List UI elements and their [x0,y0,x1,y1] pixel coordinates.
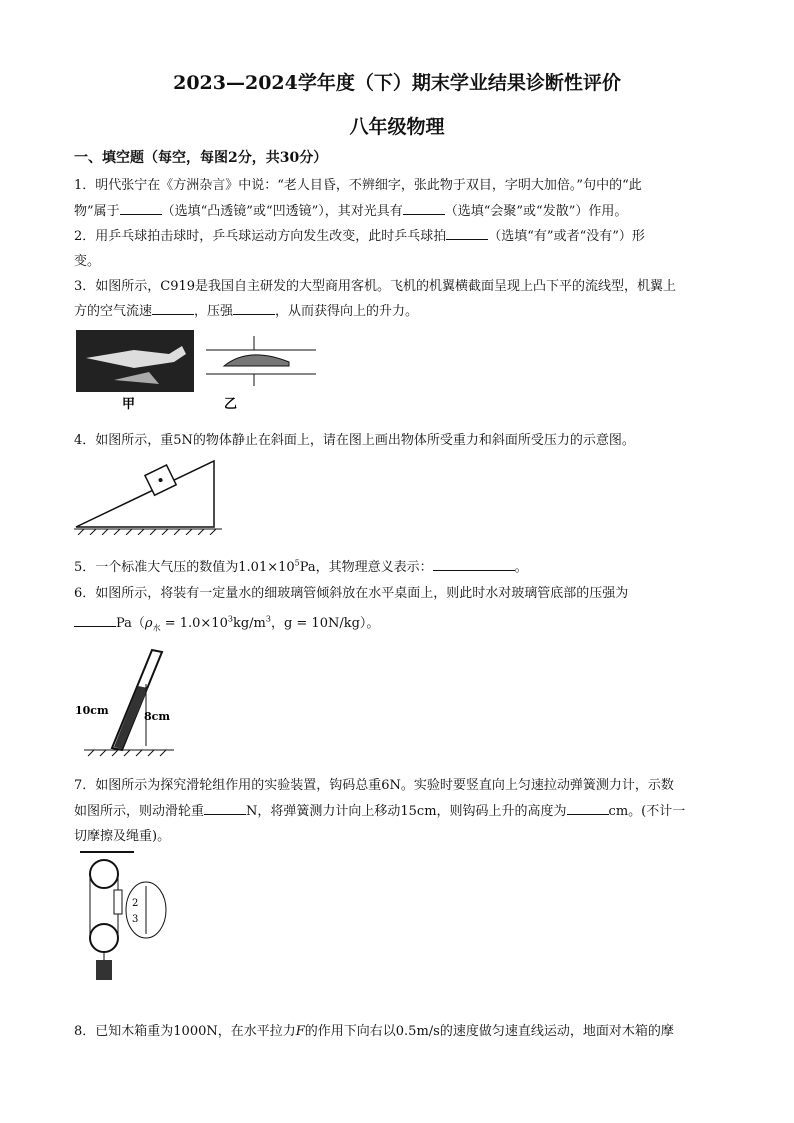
q7-text-a: 如图所示，则动滑轮重 [74,804,205,819]
fixed-pulley [90,860,118,888]
q3-blank-1[interactable] [152,302,194,315]
q3-figure [74,328,324,414]
q5-line1 [74,556,528,575]
movable-pulley [90,924,118,952]
fig-label-jia: 甲 [122,397,136,412]
q1-line2 [74,200,627,219]
q1-blank-2[interactable] [403,202,445,215]
q5-text-b: Pa，其物理意义表示： [299,560,433,575]
incline [76,461,214,527]
scale-mark-3: 3 [132,914,139,925]
q6-text-b: = 1.0×10 [160,616,228,631]
q3-blank-2[interactable] [233,302,275,315]
section-heading: 一、填空题（每空，每图2分，共30分） [74,150,328,166]
q2-line1 [74,225,645,244]
q6-exp2: 3 [265,614,271,624]
wing-section [224,355,289,366]
q6-rho-sub: 水 [152,623,161,633]
q7-line1: 7．如图所示为探究滑轮组作用的实验装置，钩码总重6N。实验时要竖直向上匀速拉动弹簧测力计，示数 [74,778,674,793]
q6-rho: ρ [144,616,153,631]
q8-text-a: 8．已知木箱重为1000N，在水平拉力 [74,1024,296,1039]
q3-text-b: ，压强 [194,304,234,319]
q5-text-a: 5．一个标准大气压的数值为1.01×10 [74,560,295,575]
q6-text-c: kg/m [232,616,266,631]
q1-blank-1[interactable] [120,202,162,215]
q1-text-a: 物”属于 [74,204,120,219]
q1-text-b: （选填“凸透镜”或“凹透镜”），其对光具有 [161,204,403,219]
table-hatch [88,750,166,756]
q7-text-b: N，将弹簧测力计向上移动15cm，则钩码上升的高度为 [246,804,567,819]
fig-label-yi: 乙 [224,397,238,412]
q3-line1: 3．如图所示，C919是我国自主研发的大型商用客机。飞机的机翼横截面呈现上凸下平的流线型，机翼上 [74,279,677,294]
q6-text-d: ，g = 10N/kg）。 [270,616,380,631]
weights [96,960,112,980]
q7-line3: 切摩擦及绳重)。 [74,829,171,844]
q7-text-c: cm。(不计一 [608,804,686,819]
q5-exp: 5 [294,558,300,568]
tube-length-label: 10cm [75,704,109,717]
q2-text-a: 2．用乒乓球拍击球时，乒乓球运动方向发生改变，此时乒乓球拍 [74,229,447,244]
q3-text-c: ，从而获得向上的升力。 [275,304,419,319]
q1-text-c: （选填“会聚”或“发散”）作用。 [444,204,628,219]
water-column [114,686,148,749]
q1-line1: 1．明代张宁在《方洲杂言》中说：“老人目昏，不辨细字，张此物于双目，字明大加倍。”句中的“此 [74,178,642,193]
q8-line1 [74,1020,674,1039]
q2-blank-1[interactable] [446,227,488,240]
water-height-label: 8cm [144,710,170,723]
q8-text-b: 的作用下向右以0.5m/s的速度做匀速直线运动，地面对木箱的摩 [304,1024,674,1039]
q6-blank-1[interactable] [74,614,116,627]
q6-exp: 3 [227,614,233,624]
q6-tube-figure [74,648,184,758]
q7-line2 [74,800,685,819]
q7-blank-1[interactable] [204,802,246,815]
q4-line1: 4．如图所示，重5N的物体静止在斜面上，请在图上画出物体所受重力和斜面所受压力的示意图。 [74,433,635,448]
q2-line2: 变。 [74,254,101,269]
spring-scale [114,890,122,914]
exam-title: 2023—2024学年度（下）期末学业结果诊断性评价 [173,72,621,94]
q4-incline-figure [74,455,224,535]
q2-text-b: （选填“有”或者“没有”）形 [488,229,645,244]
q5-text-c: 。 [514,560,528,575]
q7-pulley-figure [74,848,174,983]
q3-line2 [74,300,418,319]
q5-blank-1[interactable] [433,558,515,571]
exam-subtitle: 八年级物理 [349,116,445,138]
q6-text-a: Pa（ [116,616,145,631]
ground-hatch [78,529,216,535]
q7-blank-2[interactable] [567,802,609,815]
q3-text-a: 方的空气流速 [74,304,153,319]
scale-mark-2: 2 [132,898,139,909]
q6-line2 [74,612,379,634]
q6-line1: 6．如图所示，将装有一定量水的细玻璃管倾斜放在水平桌面上，则此时水对玻璃管底部的压强为 [74,586,629,601]
q8-force: F [295,1024,305,1039]
